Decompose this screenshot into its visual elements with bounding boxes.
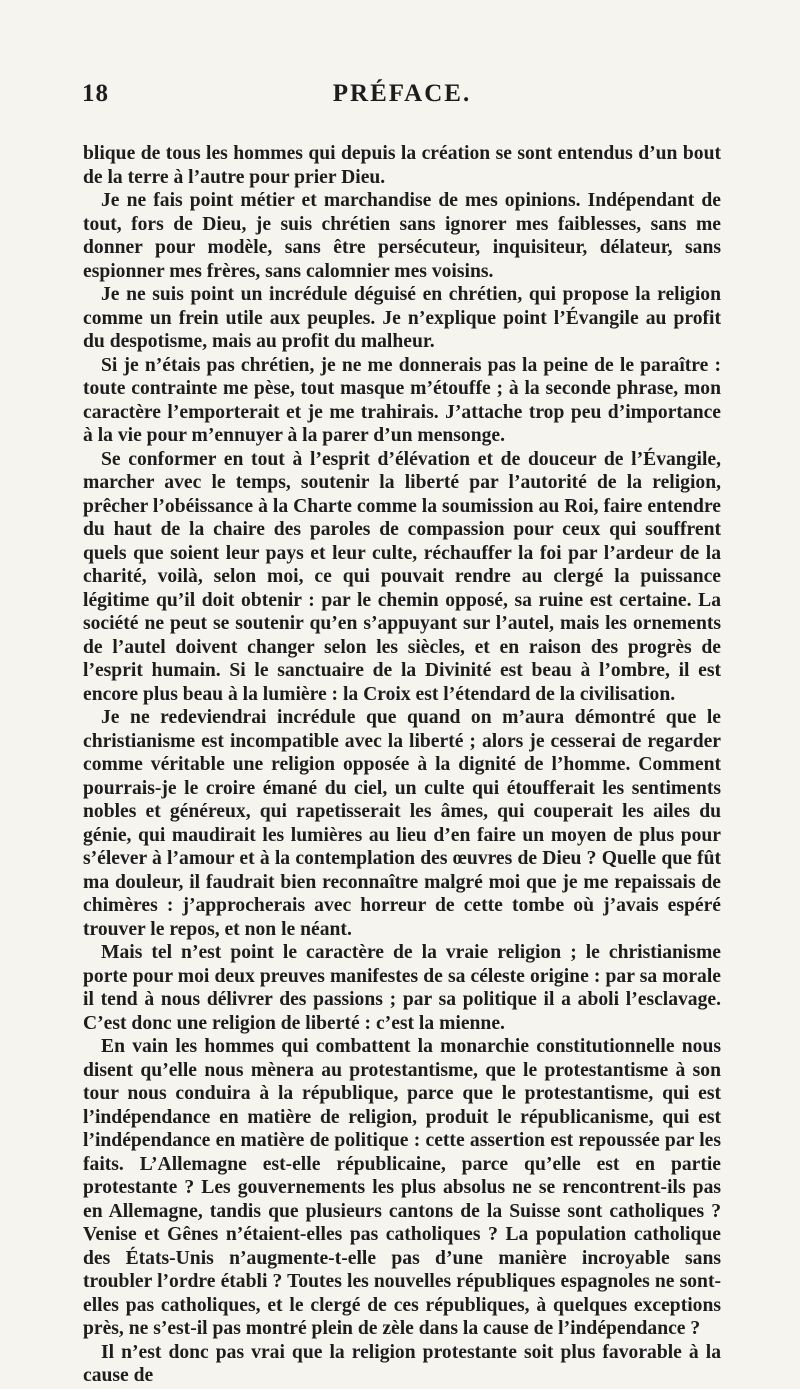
paragraph-continuation: blique de tous les hommes qui depuis la création se sont entendus d’un bout de la terre à l’autre pour prier Dieu.	[83, 143, 721, 188]
page-header	[82, 80, 722, 120]
paragraph: Je ne suis point un incrédule déguisé en chrétien, qui propose la religion comme un frein utile aux peuples. Je n’explique point l’Évangile au profit du despotisme, mais au profit du malheur.	[83, 284, 721, 352]
paragraph: Il n’est donc pas vrai que la religion protestante soit plus favorable à la cause de	[83, 1341, 721, 1386]
paragraph: Se conformer en tout à l’esprit d’élévation et de douceur de l’Évangile, marcher avec le temps, soutenir la liberté par l’autorité de la religion, prêcher l’obéissance à la Charte comme la soumission au Roi, faire entendre du haut de la chaire des paroles de compassion pour ceux qui souffrent quels que soient leur pays et leur culte, réchauffer la foi par l’ardeur de la charité, voilà, selon moi, ce qui pouvait rendre au clergé la puissance légitime qu’il doit obtenir : par le chemin opposé, sa ruine est certaine. La société ne peut se soutenir qu’en s’appuyant sur l’autel, mais les ornements de l’autel doivent changer selon les siècles, et en raison des progrès de l’esprit humain. Si le sanctuaire de la Divinité est beau à l’ombre, il est encore plus beau à la lumière : la Croix est l’étendard de la civilisation.	[83, 448, 721, 705]
page-number: 18	[82, 80, 109, 107]
paragraph: En vain les hommes qui combattent la monarchie constitutionnelle nous disent qu’elle nous mènera au protestantisme, que le protestantisme à son tour nous conduira à la république, parce que le protestantisme, qui est l’indépendance en matière de religion, produit le républicanisme, qui est l’indépendance en matière de politique : cette assertion est repoussée par les faits. L’Allemagne est-elle républicaine, parce qu’elle est en partie protestante ? Les gouvernements les plus absolus ne se rencontrent-ils pas en Allemagne, tandis que plusieurs cantons de la Suisse sont catholiques ? Venise et Gênes n’étaient-elles pas catholiques ? La population catholique des États-Unis n’augmente-t-elle pas d’une manière incroyable sans troubler l’ordre établi ? Toutes les nouvelles républiques espagnoles ne sont-elles pas catholiques, et le clergé de ces républiques, à quelques exceptions près, ne s’est-il pas montré plein de zèle dans la cause de l’indépendance ?	[83, 1036, 721, 1339]
paragraph: Je ne fais point métier et marchandise de mes opinions. Indépendant de tout, fors de Dieu, je suis chrétien sans ignorer mes faiblesses, sans me donner pour modèle, sans être persécuteur, inquisiteur, délateur, sans espionner mes frères, sans calomnier mes voisins.	[83, 190, 721, 282]
paragraph: Mais tel n’est point le caractère de la vraie religion ; le christianisme porte pour moi deux preuves manifestes de sa céleste origine : par sa morale il tend à nous délivrer des passions ; par sa politique il a aboli l’esclavage. C’est donc une religion de liberté : c’est la mienne.	[83, 942, 721, 1034]
paragraph: Je ne redeviendrai incrédule que quand on m’aura démontré que le christianisme est incompatible avec la liberté ; alors je cesserai de regarder comme véritable une religion opposée à la dignité de l’homme. Comment pourrais-je le croire émané du ciel, un culte qui étoufferait les sentiments nobles et généreux, qui rapetisserait les âmes, qui couperait les ailes du génie, qui maudirait les lumières au lieu d’en faire un moyen de plus pour s’élever à l’amour et à la contemplation des œuvres de Dieu ? Quelle que fût ma douleur, il faudrait bien reconnaître malgré moi que je me repaissais de chimères : j’approcherais avec horreur de cette tombe où j’avais espéré trouver le repos, et non le néant.	[83, 707, 721, 940]
body-text	[83, 142, 721, 1388]
paragraph: Si je n’étais pas chrétien, je ne me donnerais pas la peine de le paraître : toute contrainte me pèse, tout masque m’étouffe ; à la seconde phrase, mon caractère l’emporterait et je me trahirais. J’attache trop peu d’importance à la vie pour m’ennuyer à la parer d’un mensonge.	[83, 354, 721, 446]
running-title: PRÉFACE.	[332, 80, 472, 107]
